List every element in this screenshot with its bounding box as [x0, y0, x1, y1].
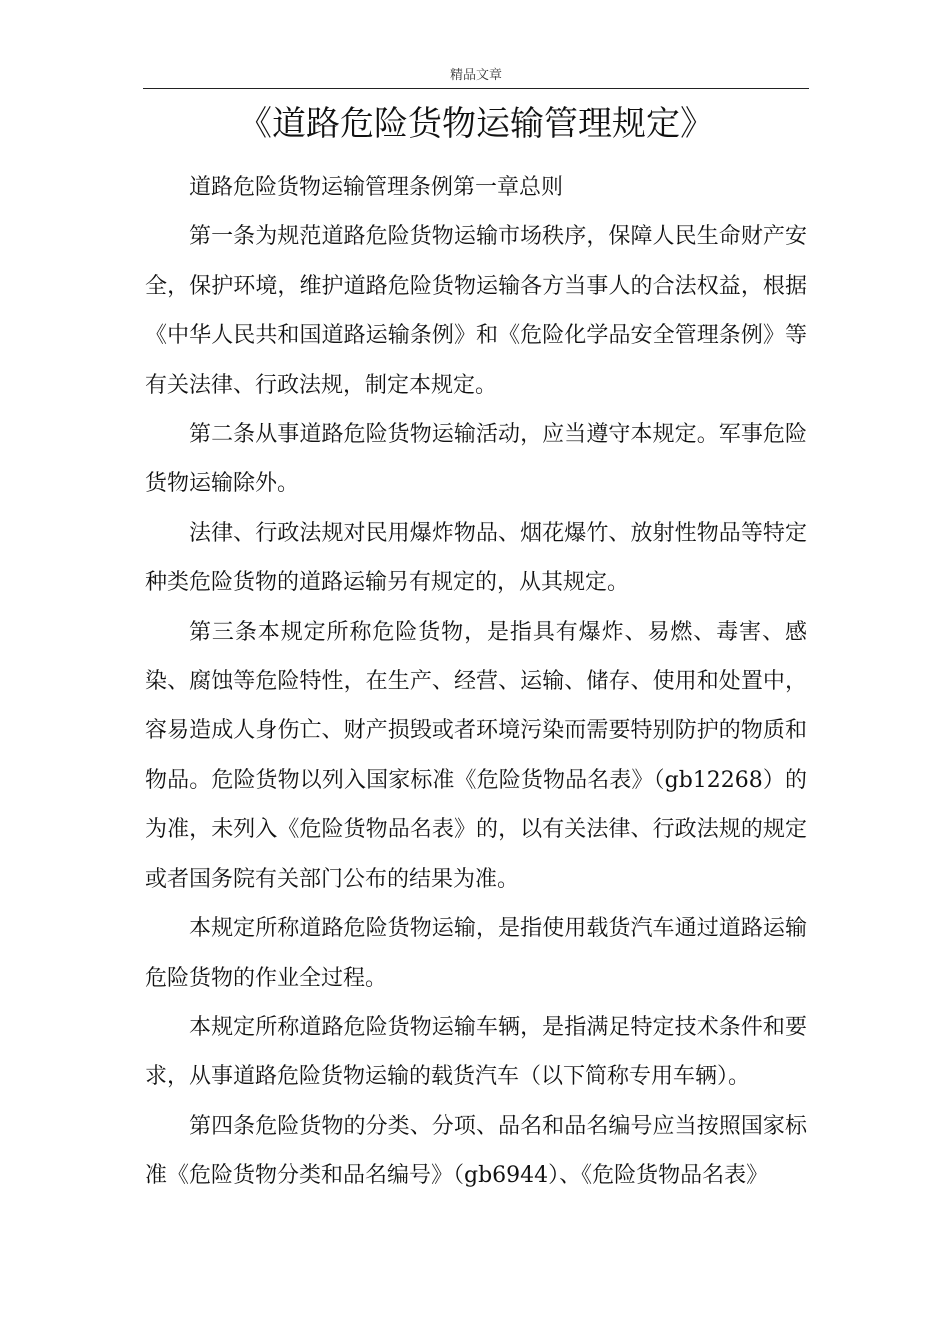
paragraph-chapter-heading: 道路危险货物运输管理条例第一章总则	[189, 175, 564, 200]
page-header: 精品文章	[449, 68, 502, 83]
paragraph-article-1: 第一条为规范道路危险货物运输市场秩序，保障人民生命财产安全，保护环境，维护道路危险货物运输各方当事人的合法权益，根据《中华人民共和国道路运输条例》和《危险化学品安全管理条例》等有关法律、行政法规，制定本规定。	[145, 224, 807, 398]
header-divider	[143, 88, 809, 89]
document-title: 《道路危险货物运输管理规定》	[238, 104, 714, 144]
document-body	[145, 163, 807, 1201]
paragraph-transport-definition: 本规定所称道路危险货物运输，是指使用载货汽车通过道路运输危险货物的作业全过程。	[145, 916, 807, 991]
paragraph-article-3: 第三条本规定所称危险货物，是指具有爆炸、易燃、毒害、感染、腐蚀等危险特性，在生产、经营、运输、储存、使用和处置中，容易造成人身伤亡、财产损毁或者环境污染而需要特别防护的物质和物品。危险货物以列入国家标准《危险货物品名表》（gb12268）的为准，未列入《危险货物品名表》的，以有关法律、行政法规的规定或者国务院有关部门公布的结果为准。	[145, 619, 807, 892]
paragraph-article-4: 第四条危险货物的分类、分项、品名和品名编号应当按照国家标准《危险货物分类和品名编号》（gb6944）、《危险货物品名表》	[145, 1113, 807, 1189]
paragraph-vehicle-definition: 本规定所称道路危险货物运输车辆，是指满足特定技术条件和要求，从事道路危险货物运输的载货汽车（以下简称专用车辆）。	[145, 1014, 807, 1090]
paragraph-article-2: 第二条从事道路危险货物运输活动，应当遵守本规定。军事危险货物运输除外。	[145, 422, 807, 497]
paragraph-special-goods: 法律、行政法规对民用爆炸物品、烟花爆竹、放射性物品等特定种类危险货物的道路运输另有规定的，从其规定。	[145, 520, 807, 596]
